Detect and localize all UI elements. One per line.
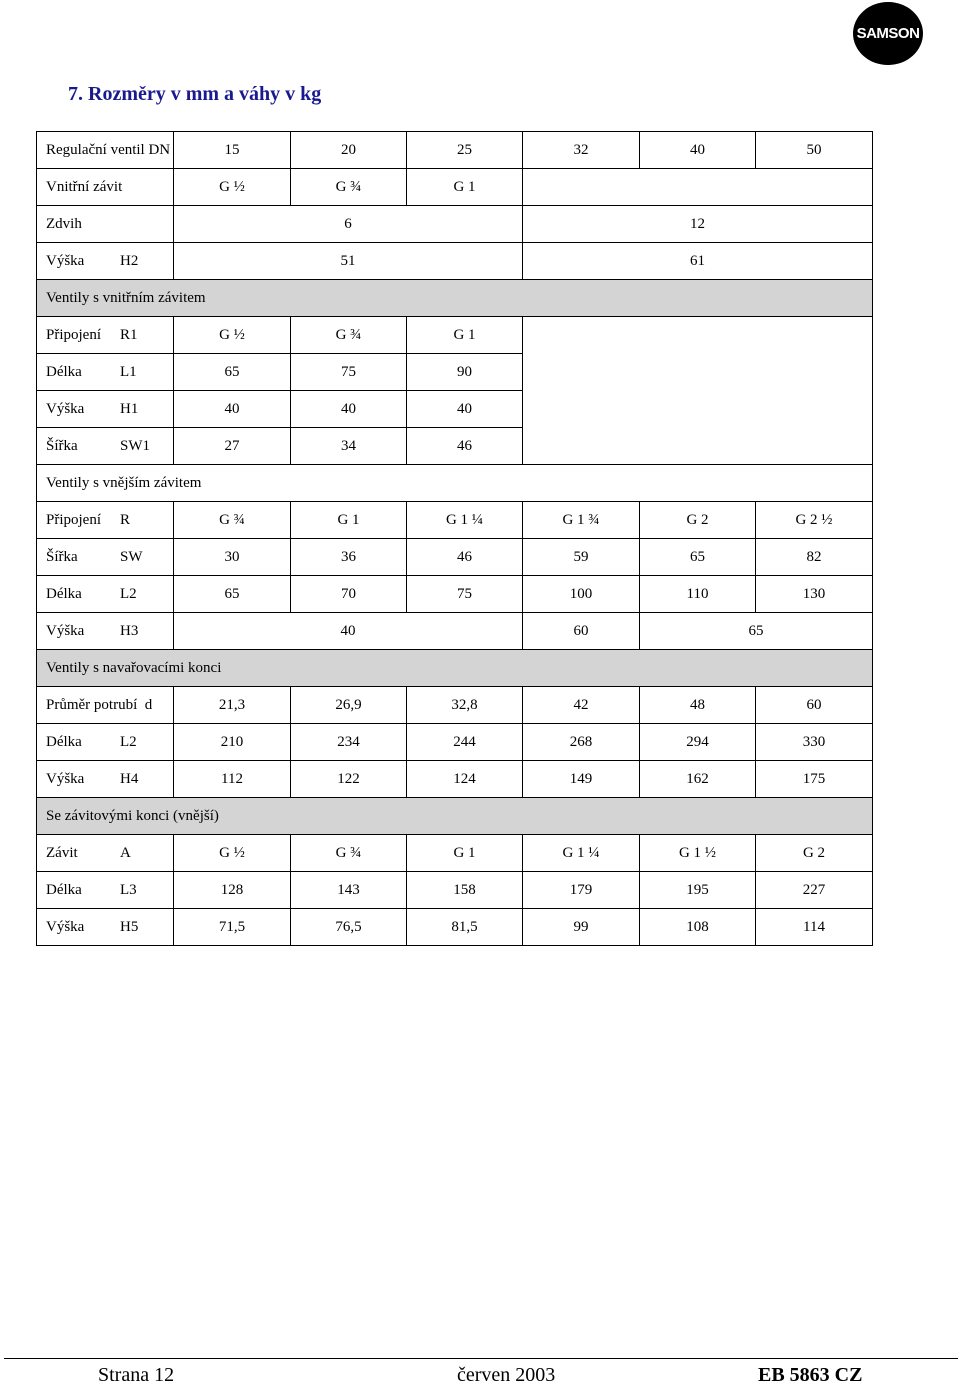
row-label: Zdvih: [37, 206, 174, 243]
row-symbol: L2: [120, 585, 137, 602]
table-row-pipe-d: [37, 687, 873, 724]
row-symbol: H5: [120, 918, 139, 935]
table-cell: 227: [756, 872, 873, 909]
table-cell: 70: [291, 576, 407, 613]
row-label-text: Závit: [46, 844, 78, 861]
table-cell: 175: [756, 761, 873, 798]
table-cell: 50: [756, 132, 873, 169]
row-label-text: Výška: [46, 622, 85, 639]
footer-date: červen 2003: [457, 1364, 556, 1386]
table-cell: 130: [756, 576, 873, 613]
table-cell: G ½: [174, 317, 291, 354]
row-label-text: Připojení: [46, 511, 101, 528]
row-label-text: Délka: [46, 585, 82, 602]
row-label: [37, 761, 174, 798]
samson-logo: [853, 2, 923, 65]
row-symbol: R1: [120, 326, 138, 343]
row-label: [37, 243, 174, 280]
table-cell: 32: [523, 132, 640, 169]
table-cell: G 1: [291, 502, 407, 539]
table-cell: 124: [407, 761, 523, 798]
table-cell: 60: [523, 613, 640, 650]
table-cell: 122: [291, 761, 407, 798]
table-cell: G ¾: [291, 835, 407, 872]
table-cell: 40: [174, 613, 523, 650]
table-cell: G 1: [407, 835, 523, 872]
footer-doc-id: EB 5863 CZ: [758, 1364, 863, 1386]
table-cell: 90: [407, 354, 523, 391]
row-label-text: Připojení: [46, 326, 101, 343]
table-cell: G ¾: [174, 502, 291, 539]
section-title: Ventily s vnějším závitem: [37, 465, 873, 502]
table-cell: 48: [640, 687, 756, 724]
table-cell: 110: [640, 576, 756, 613]
table-cell: 330: [756, 724, 873, 761]
table-cell: 158: [407, 872, 523, 909]
row-label: [37, 724, 174, 761]
row-label: [37, 502, 174, 539]
table-cell: 65: [174, 354, 291, 391]
row-label: Vnitřní závit: [37, 169, 174, 206]
row-symbol: A: [120, 844, 131, 861]
table-cell: 12: [523, 206, 873, 243]
row-label-text: Délka: [46, 881, 82, 898]
table-cell: 42: [523, 687, 640, 724]
table-cell: 61: [523, 243, 873, 280]
dimensions-table: [36, 131, 873, 946]
table-cell: 71,5: [174, 909, 291, 946]
row-label-text: Průměr potrubí: [46, 696, 138, 713]
section-row-internal: [37, 280, 873, 317]
table-row-length-l3: [37, 872, 873, 909]
table-cell: 65: [640, 539, 756, 576]
table-cell: 234: [291, 724, 407, 761]
table-cell: 244: [407, 724, 523, 761]
table-cell: G 1 ¼: [407, 502, 523, 539]
row-label: [37, 539, 174, 576]
table-cell: 210: [174, 724, 291, 761]
table-row-stroke: [37, 206, 873, 243]
row-symbol: SW1: [120, 437, 150, 454]
table-cell: 26,9: [291, 687, 407, 724]
table-cell: 51: [174, 243, 523, 280]
row-label: [37, 317, 174, 354]
row-symbol: SW: [120, 548, 143, 565]
table-cell: 179: [523, 872, 640, 909]
section-title: Ventily s vnitřním závitem: [37, 280, 873, 317]
table-row-height-h3: [37, 613, 873, 650]
table-cell: 15: [174, 132, 291, 169]
table-cell: 294: [640, 724, 756, 761]
table-cell: 36: [291, 539, 407, 576]
table-cell: G 1 ¼: [523, 835, 640, 872]
table-cell: 75: [291, 354, 407, 391]
row-symbol: H2: [120, 252, 139, 269]
table-cell: 21,3: [174, 687, 291, 724]
table-cell: G ¾: [291, 317, 407, 354]
row-symbol: H4: [120, 770, 139, 787]
row-label-text: Výška: [46, 400, 85, 417]
table-cell: 40: [174, 391, 291, 428]
table-cell: 128: [174, 872, 291, 909]
table-cell: G 1 ½: [640, 835, 756, 872]
row-label-text: Délka: [46, 363, 82, 380]
table-cell: 40: [640, 132, 756, 169]
row-label: [37, 576, 174, 613]
logo-text: SAMSON: [856, 25, 920, 42]
table-cell: G ½: [174, 169, 291, 206]
table-cell: 20: [291, 132, 407, 169]
section-heading: 7. Rozměry v mm a váhy v kg: [68, 83, 322, 105]
section-row-external: [37, 465, 873, 502]
table-cell: 65: [640, 613, 873, 650]
row-label: [37, 835, 174, 872]
table-cell: 40: [291, 391, 407, 428]
table-cell: 60: [756, 687, 873, 724]
footer-divider: [4, 1358, 958, 1359]
table-row-conn-r1: [37, 317, 873, 354]
table-cell: G 1 ¾: [523, 502, 640, 539]
table-row-thread: [37, 169, 873, 206]
row-label: [37, 613, 174, 650]
table-cell: 27: [174, 428, 291, 465]
table-cell: 34: [291, 428, 407, 465]
table-cell: 30: [174, 539, 291, 576]
row-symbol: H1: [120, 400, 139, 417]
table-cell: 32,8: [407, 687, 523, 724]
table-cell: 99: [523, 909, 640, 946]
table-cell: G 1: [407, 169, 523, 206]
table-cell: G 2: [756, 835, 873, 872]
table-row-height-h4: [37, 761, 873, 798]
table-cell: 6: [174, 206, 523, 243]
table-cell: G 1: [407, 317, 523, 354]
empty-cell: [523, 317, 873, 465]
table-row-thread-a: [37, 835, 873, 872]
row-label: [37, 354, 174, 391]
table-cell: 114: [756, 909, 873, 946]
row-symbol: L2: [120, 733, 137, 750]
row-symbol: d: [144, 696, 153, 713]
row-label: [37, 872, 174, 909]
table-cell: G ½: [174, 835, 291, 872]
section-title: Ventily s navařovacími konci: [37, 650, 873, 687]
table-cell: 149: [523, 761, 640, 798]
row-label: [37, 391, 174, 428]
row-label: [37, 687, 174, 724]
table-cell: 46: [407, 428, 523, 465]
footer-page-number: Strana 12: [98, 1364, 175, 1386]
row-label-text: Výška: [46, 252, 85, 269]
row-label: [37, 428, 174, 465]
table-cell: 100: [523, 576, 640, 613]
section-row-threaded: [37, 798, 873, 835]
row-label-text: Výška: [46, 770, 85, 787]
row-label-text: Šířka: [46, 548, 78, 565]
table-cell: 40: [407, 391, 523, 428]
section-row-weld: [37, 650, 873, 687]
table-row-dn: [37, 132, 873, 169]
table-cell: G 2 ½: [756, 502, 873, 539]
row-label: Regulační ventil DN: [37, 132, 174, 169]
table-row-width-sw: [37, 539, 873, 576]
table-cell: 268: [523, 724, 640, 761]
table-cell: 65: [174, 576, 291, 613]
row-label-text: Výška: [46, 918, 85, 935]
table-row-height-h2: [37, 243, 873, 280]
empty-cell: [523, 169, 873, 206]
table-cell: 108: [640, 909, 756, 946]
table-cell: 81,5: [407, 909, 523, 946]
row-symbol: H3: [120, 622, 139, 639]
row-symbol: L3: [120, 881, 137, 898]
section-title: Se závitovými konci (vnější): [37, 798, 873, 835]
table-row-length-l2-weld: [37, 724, 873, 761]
row-label-text: Délka: [46, 733, 82, 750]
table-cell: G ¾: [291, 169, 407, 206]
table-cell: 162: [640, 761, 756, 798]
table-cell: 46: [407, 539, 523, 576]
table-row-conn-r: [37, 502, 873, 539]
row-label-text: Šířka: [46, 437, 78, 454]
table-cell: 75: [407, 576, 523, 613]
table-row-height-h5: [37, 909, 873, 946]
table-cell: 143: [291, 872, 407, 909]
table-cell: 195: [640, 872, 756, 909]
row-symbol: R: [120, 511, 131, 528]
table-row-length-l2: [37, 576, 873, 613]
row-label: [37, 909, 174, 946]
table-cell: 76,5: [291, 909, 407, 946]
table-cell: 25: [407, 132, 523, 169]
table-cell: 82: [756, 539, 873, 576]
table-cell: 112: [174, 761, 291, 798]
table-cell: 59: [523, 539, 640, 576]
row-symbol: L1: [120, 363, 137, 380]
table-cell: G 2: [640, 502, 756, 539]
